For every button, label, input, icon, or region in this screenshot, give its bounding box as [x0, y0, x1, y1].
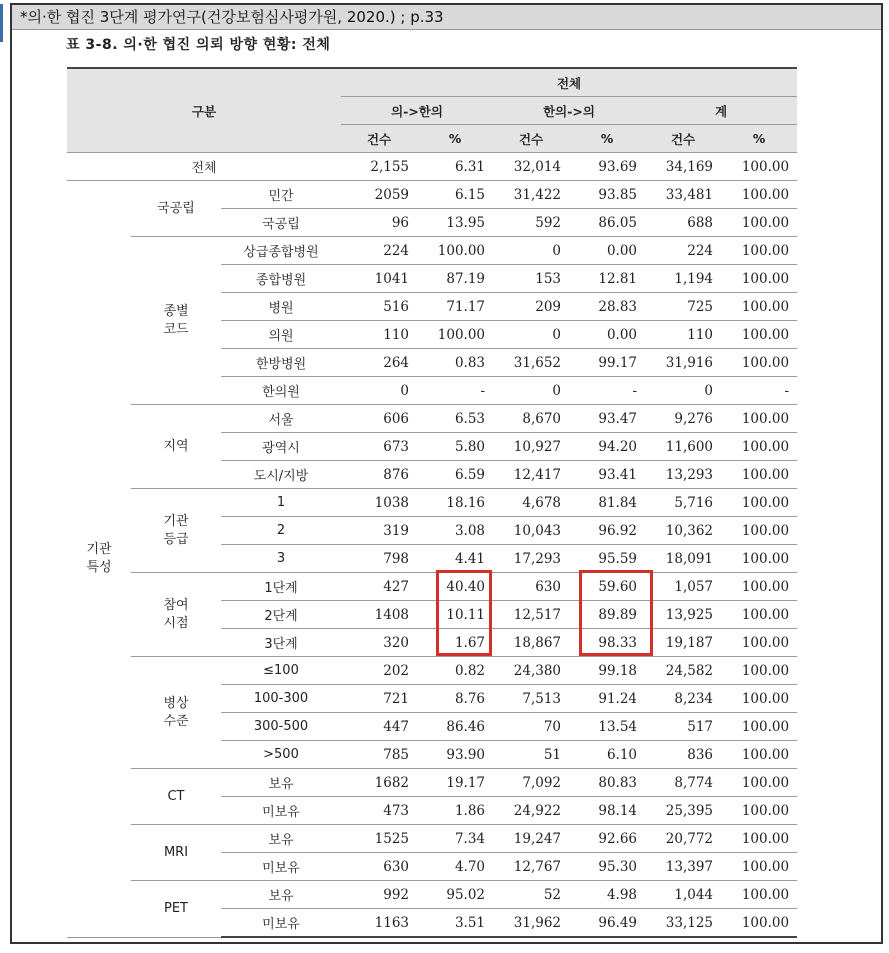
- cell-value: 0.83: [417, 349, 493, 377]
- cell-value: 1408: [341, 601, 417, 629]
- cell-value: 100.00: [721, 573, 797, 601]
- cell-value: 6.15: [417, 181, 493, 209]
- cell-value: 100.00: [721, 349, 797, 377]
- group-label: 병상 수준: [131, 657, 221, 769]
- row-label: 보유: [221, 881, 341, 909]
- cell-value: 473: [341, 797, 417, 825]
- cell-value: 98.14: [569, 797, 645, 825]
- cell-value: 100.00: [417, 237, 493, 265]
- cell-value: 100.00: [721, 825, 797, 853]
- cell-value: 100.00: [721, 181, 797, 209]
- cell-value: 6.53: [417, 405, 493, 433]
- row-label: ≤100: [221, 657, 341, 685]
- cell-value: 592: [493, 209, 569, 237]
- cell-value: 3.51: [417, 909, 493, 938]
- cell-value: 86.46: [417, 713, 493, 741]
- table-row: [67, 237, 797, 265]
- cell-value: 87.19: [417, 265, 493, 293]
- header-count: 건수: [493, 125, 569, 153]
- row-label: 1: [221, 489, 341, 517]
- header-pct: %: [417, 125, 493, 153]
- row-label: 미보유: [221, 909, 341, 938]
- cell-value: 13.95: [417, 209, 493, 237]
- cell-value: 100.00: [721, 881, 797, 909]
- cell-value: 1163: [341, 909, 417, 938]
- row-label: 100-300: [221, 685, 341, 713]
- cell-value: 0: [645, 377, 721, 405]
- cell-value: 3.08: [417, 517, 493, 545]
- cell-value: 1,194: [645, 265, 721, 293]
- cell-value: 13,397: [645, 853, 721, 881]
- left-edge-marker: [0, 4, 3, 42]
- table-row: [67, 881, 797, 909]
- cell-value: 0: [493, 377, 569, 405]
- cell-value: 4.41: [417, 545, 493, 573]
- cell-value: 32,014: [493, 153, 569, 181]
- cell-value: 100.00: [721, 657, 797, 685]
- cell-value: 1682: [341, 769, 417, 797]
- row-label: 한의원: [221, 377, 341, 405]
- category-label-institution: 기관 특성: [67, 181, 131, 938]
- cell-value: 40.40: [417, 573, 493, 601]
- table-row: [67, 405, 797, 433]
- cell-value: 11,600: [645, 433, 721, 461]
- cell-value: 91.24: [569, 685, 645, 713]
- cell-value: 630: [341, 853, 417, 881]
- cell-value: 5.80: [417, 433, 493, 461]
- cell-value: 202: [341, 657, 417, 685]
- cell-value: 93.41: [569, 461, 645, 489]
- cell-value: 24,922: [493, 797, 569, 825]
- row-label: 1단계: [221, 573, 341, 601]
- cell-value: 93.85: [569, 181, 645, 209]
- row-label: 2: [221, 517, 341, 545]
- cell-value: 95.02: [417, 881, 493, 909]
- cell-value: 100.00: [721, 545, 797, 573]
- cell-value: 673: [341, 433, 417, 461]
- cell-value: 1038: [341, 489, 417, 517]
- cell-value: 100.00: [721, 433, 797, 461]
- cell-value: 10,043: [493, 517, 569, 545]
- cell-value: 59.60: [569, 573, 645, 601]
- cell-value: 0: [493, 237, 569, 265]
- cell-value: 89.89: [569, 601, 645, 629]
- header-pct: %: [569, 125, 645, 153]
- cell-value: 630: [493, 573, 569, 601]
- cell-value: 0.00: [569, 237, 645, 265]
- cell-value: 100.00: [721, 153, 797, 181]
- highlight-box-2: [579, 570, 653, 656]
- cell-value: 100.00: [721, 405, 797, 433]
- source-header: *의·한 협진 3단계 평가연구(건강보험심사평가원, 2020.) ; p.33: [12, 5, 881, 30]
- cell-value: 4,678: [493, 489, 569, 517]
- cell-value: 13.54: [569, 713, 645, 741]
- row-label: >500: [221, 741, 341, 769]
- cell-value: 100.00: [721, 713, 797, 741]
- cell-value: 10,927: [493, 433, 569, 461]
- table-body: [67, 153, 797, 938]
- cell-value: 93.69: [569, 153, 645, 181]
- cell-value: 25,395: [645, 797, 721, 825]
- cell-value: 320: [341, 629, 417, 657]
- row-label: 광역시: [221, 433, 341, 461]
- cell-value: 20,772: [645, 825, 721, 853]
- cell-value: -: [721, 377, 797, 405]
- cell-value: 2,155: [341, 153, 417, 181]
- cell-value: 9,276: [645, 405, 721, 433]
- cell-value: 31,962: [493, 909, 569, 938]
- row-label: 서울: [221, 405, 341, 433]
- header-gubun: 구분: [67, 68, 341, 153]
- group-label: 기관 등급: [131, 489, 221, 573]
- cell-value: 12.81: [569, 265, 645, 293]
- cell-value: 100.00: [721, 629, 797, 657]
- cell-value: 785: [341, 741, 417, 769]
- cell-value: 4.70: [417, 853, 493, 881]
- cell-value: 100.00: [721, 601, 797, 629]
- cell-value: 319: [341, 517, 417, 545]
- group-label: MRI: [131, 825, 221, 881]
- cell-value: 100.00: [721, 293, 797, 321]
- cell-value: 94.20: [569, 433, 645, 461]
- cell-value: 100.00: [721, 209, 797, 237]
- table-row: [67, 657, 797, 685]
- cell-value: 99.17: [569, 349, 645, 377]
- cell-value: 100.00: [721, 237, 797, 265]
- cell-value: 209: [493, 293, 569, 321]
- cell-value: 95.59: [569, 545, 645, 573]
- cell-value: 31,916: [645, 349, 721, 377]
- table-row: [67, 489, 797, 517]
- cell-value: 0.00: [569, 321, 645, 349]
- cell-value: 34,169: [645, 153, 721, 181]
- table-row: [67, 573, 797, 601]
- total-label: 전체: [67, 153, 341, 181]
- cell-value: 110: [645, 321, 721, 349]
- cell-value: 6.31: [417, 153, 493, 181]
- header-count: 건수: [645, 125, 721, 153]
- highlight-box-1: [436, 570, 492, 656]
- cell-value: 876: [341, 461, 417, 489]
- cell-value: 8,234: [645, 685, 721, 713]
- cell-value: 8.76: [417, 685, 493, 713]
- group-label: PET: [131, 881, 221, 938]
- cell-value: 427: [341, 573, 417, 601]
- cell-value: 13,293: [645, 461, 721, 489]
- cell-value: 52: [493, 881, 569, 909]
- cell-value: 70: [493, 713, 569, 741]
- cell-value: 12,517: [493, 601, 569, 629]
- cell-value: 100.00: [721, 685, 797, 713]
- cell-value: 7,513: [493, 685, 569, 713]
- row-label: 2단계: [221, 601, 341, 629]
- row-label: 국공립: [221, 209, 341, 237]
- cell-value: 1525: [341, 825, 417, 853]
- row-label: 병원: [221, 293, 341, 321]
- cell-value: 8,670: [493, 405, 569, 433]
- cell-value: 224: [645, 237, 721, 265]
- cell-value: 81.84: [569, 489, 645, 517]
- cell-value: 100.00: [417, 321, 493, 349]
- cell-value: 17,293: [493, 545, 569, 573]
- table-row: [67, 825, 797, 853]
- cell-value: 71.17: [417, 293, 493, 321]
- cell-value: 606: [341, 405, 417, 433]
- cell-value: 100.00: [721, 461, 797, 489]
- row-label: 도시/지방: [221, 461, 341, 489]
- cell-value: 447: [341, 713, 417, 741]
- cell-value: 18,091: [645, 545, 721, 573]
- cell-value: 224: [341, 237, 417, 265]
- row-label: 한방병원: [221, 349, 341, 377]
- cell-value: 19.17: [417, 769, 493, 797]
- cell-value: 19,247: [493, 825, 569, 853]
- table-caption: 표 3-8. 의·한 협진 의뢰 방향 현황: 전체: [66, 37, 331, 53]
- row-label: 민간: [221, 181, 341, 209]
- header-pct: %: [721, 125, 797, 153]
- group-label: 국공립: [131, 181, 221, 237]
- cell-value: 98.33: [569, 629, 645, 657]
- group-label: 종별 코드: [131, 237, 221, 405]
- cell-value: 0: [493, 321, 569, 349]
- cell-value: 100.00: [721, 489, 797, 517]
- cell-value: 92.66: [569, 825, 645, 853]
- row-label: 보유: [221, 825, 341, 853]
- cell-value: 99.18: [569, 657, 645, 685]
- cell-value: 100.00: [721, 853, 797, 881]
- cell-value: 153: [493, 265, 569, 293]
- cell-value: 96.92: [569, 517, 645, 545]
- header-group-1: 의->한의: [341, 97, 493, 125]
- cell-value: 7,092: [493, 769, 569, 797]
- cell-value: 93.47: [569, 405, 645, 433]
- cell-value: 110: [341, 321, 417, 349]
- cell-value: 2059: [341, 181, 417, 209]
- cell-value: 264: [341, 349, 417, 377]
- row-label: 의원: [221, 321, 341, 349]
- cell-value: 10.11: [417, 601, 493, 629]
- cell-value: 725: [645, 293, 721, 321]
- cell-value: 10,362: [645, 517, 721, 545]
- row-label: 미보유: [221, 797, 341, 825]
- cell-value: -: [569, 377, 645, 405]
- cell-value: 19,187: [645, 629, 721, 657]
- cell-value: 1,044: [645, 881, 721, 909]
- header-group-3: 계: [645, 97, 797, 125]
- cell-value: 100.00: [721, 517, 797, 545]
- cell-value: 992: [341, 881, 417, 909]
- cell-value: 100.00: [721, 909, 797, 938]
- cell-value: 4.98: [569, 881, 645, 909]
- cell-value: 8,774: [645, 769, 721, 797]
- cell-value: 18,867: [493, 629, 569, 657]
- cell-value: 516: [341, 293, 417, 321]
- cell-value: 100.00: [721, 797, 797, 825]
- data-table: [67, 67, 797, 938]
- cell-value: 100.00: [721, 265, 797, 293]
- cell-value: 0: [341, 377, 417, 405]
- cell-value: 18.16: [417, 489, 493, 517]
- cell-value: -: [417, 377, 493, 405]
- cell-value: 100.00: [721, 741, 797, 769]
- row-label: 보유: [221, 769, 341, 797]
- cell-value: 688: [645, 209, 721, 237]
- cell-value: 24,582: [645, 657, 721, 685]
- header-count: 건수: [341, 125, 417, 153]
- cell-value: 12,767: [493, 853, 569, 881]
- header-group-2: 한의->의: [493, 97, 645, 125]
- cell-value: 93.90: [417, 741, 493, 769]
- group-label: 참여 시점: [131, 573, 221, 657]
- group-label: CT: [131, 769, 221, 825]
- cell-value: 100.00: [721, 321, 797, 349]
- row-label: 종합병원: [221, 265, 341, 293]
- cell-value: 13,925: [645, 601, 721, 629]
- cell-value: 1.67: [417, 629, 493, 657]
- row-label: 미보유: [221, 853, 341, 881]
- cell-value: 1.86: [417, 797, 493, 825]
- cell-value: 7.34: [417, 825, 493, 853]
- cell-value: 31,652: [493, 349, 569, 377]
- cell-value: 6.59: [417, 461, 493, 489]
- cell-value: 96.49: [569, 909, 645, 938]
- cell-value: 33,125: [645, 909, 721, 938]
- cell-value: 33,481: [645, 181, 721, 209]
- cell-value: 798: [341, 545, 417, 573]
- table-row: [67, 153, 797, 181]
- group-label: 지역: [131, 405, 221, 489]
- row-label: 3단계: [221, 629, 341, 657]
- cell-value: 1041: [341, 265, 417, 293]
- cell-value: 28.83: [569, 293, 645, 321]
- cell-value: 836: [645, 741, 721, 769]
- header-total: 전체: [341, 68, 797, 97]
- cell-value: 1,057: [645, 573, 721, 601]
- table-row: [67, 769, 797, 797]
- cell-value: 517: [645, 713, 721, 741]
- cell-value: 12,417: [493, 461, 569, 489]
- cell-value: 5,716: [645, 489, 721, 517]
- cell-value: 24,380: [493, 657, 569, 685]
- row-label: 상급종합병원: [221, 237, 341, 265]
- row-label: 3: [221, 545, 341, 573]
- cell-value: 80.83: [569, 769, 645, 797]
- cell-value: 95.30: [569, 853, 645, 881]
- row-label: 300-500: [221, 713, 341, 741]
- table-row: [67, 181, 797, 209]
- cell-value: 86.05: [569, 209, 645, 237]
- cell-value: 100.00: [721, 769, 797, 797]
- cell-value: 721: [341, 685, 417, 713]
- cell-value: 51: [493, 741, 569, 769]
- cell-value: 31,422: [493, 181, 569, 209]
- cell-value: 96: [341, 209, 417, 237]
- cell-value: 0.82: [417, 657, 493, 685]
- cell-value: 6.10: [569, 741, 645, 769]
